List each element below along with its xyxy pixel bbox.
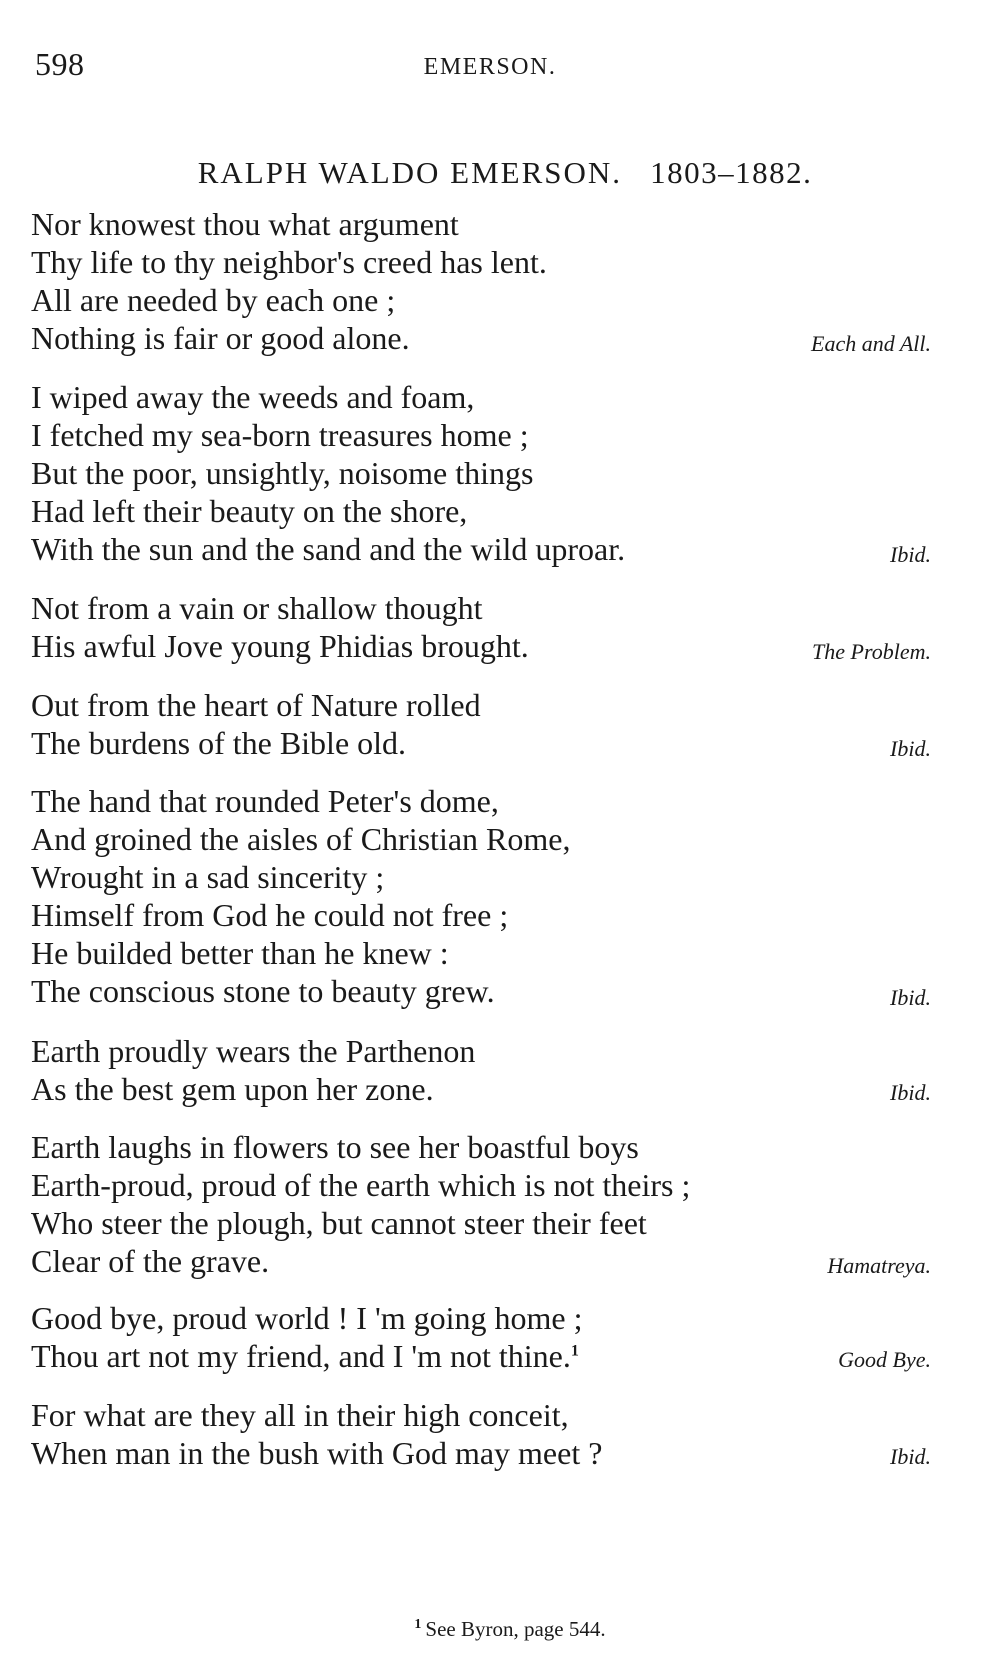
verse-line: He builded better than he knew : [31,935,449,971]
source-citation: Ibid. [890,1444,931,1469]
source-citation: Ibid. [890,1080,931,1105]
verse-line: With the sun and the sand and the wild uproar. [31,531,626,567]
verse-line: I fetched my sea-born treasures home ; [31,417,529,453]
verse-line [31,1337,931,1375]
quotation [31,1032,931,1108]
source-citation: The Problem. [812,639,931,664]
quotation [31,1396,931,1472]
quotation [31,589,931,665]
quotation [31,378,931,568]
quotation [31,1299,931,1375]
verse-line: The burdens of the Bible old. [31,725,407,761]
verse-line: All are needed by each one ; [31,282,396,318]
verse-line: Had left their beauty on the shore, [31,493,468,529]
verse-line: Earth proudly wears the Parthenon [31,1033,476,1069]
verse-line: I wiped away the weeds and foam, [31,379,475,415]
verse-line: Himself from God he could not free ; [31,897,509,933]
verse-line: Earth laughs in flowers to see her boastful boys [31,1129,639,1165]
verse-line: Clear of the grave. [31,1243,270,1279]
footnote-reference: 1 [570,1342,579,1360]
page-number: 598 [35,46,85,82]
verse-line: And groined the aisles of Christian Rome, [31,821,571,857]
verse-line: But the poor, unsightly, noisome things [31,455,534,491]
running-head [35,46,925,86]
source-citation: Ibid. [890,542,931,567]
verse-line: Nor knowest thou what argument [31,206,459,242]
verse-line: His awful Jove young Phidias brought. [31,628,529,664]
author-dates: 1803–1882. [650,155,813,190]
verse-line: For what are they all in their high conceit, [31,1397,569,1433]
source-citation: Good Bye. [838,1347,931,1372]
verse-line: Earth-proud, proud of the earth which is not theirs ; [31,1167,691,1203]
verse-line: Good bye, proud world ! I 'm going home ; [31,1300,583,1336]
verse-line: Wrought in a sad sincerity ; [31,859,385,895]
source-citation: Hamatreya. [827,1253,931,1278]
footnote [0,1617,1000,1642]
quotation [31,686,931,762]
verse-line: Who steer the plough, but cannot steer their feet [31,1205,647,1241]
source-citation: Ibid. [890,736,931,761]
quotation [31,205,931,357]
verse-line: Not from a vain or shallow thought [31,590,483,626]
verse-line: As the best gem upon her zone. [31,1071,434,1107]
verse-line: The conscious stone to beauty grew. [31,973,495,1009]
author-name: RALPH WALDO EMERSON. [197,155,623,190]
verse-line: When man in the bush with God may meet ? [31,1435,603,1471]
footnote-text: See Byron, page 544. [425,1617,606,1641]
verse-line: Out from the heart of Nature rolled [31,687,481,723]
verse-line: The hand that rounded Peter's dome, [31,783,499,819]
footnote-mark: 1 [414,1617,422,1632]
quotation [31,1128,931,1280]
running-title: EMERSON. [423,54,557,80]
verse-line-text: Thou art not my friend, and I 'm not thine. [31,1338,571,1374]
source-citation: Ibid. [890,985,931,1010]
verse-line: Nothing is fair or good alone. [31,320,410,356]
verse-line: Thy life to thy neighbor's creed has lent. [31,244,547,280]
quotation [31,782,931,1010]
author-heading [0,155,1000,191]
source-citation: Each and All. [811,331,931,356]
